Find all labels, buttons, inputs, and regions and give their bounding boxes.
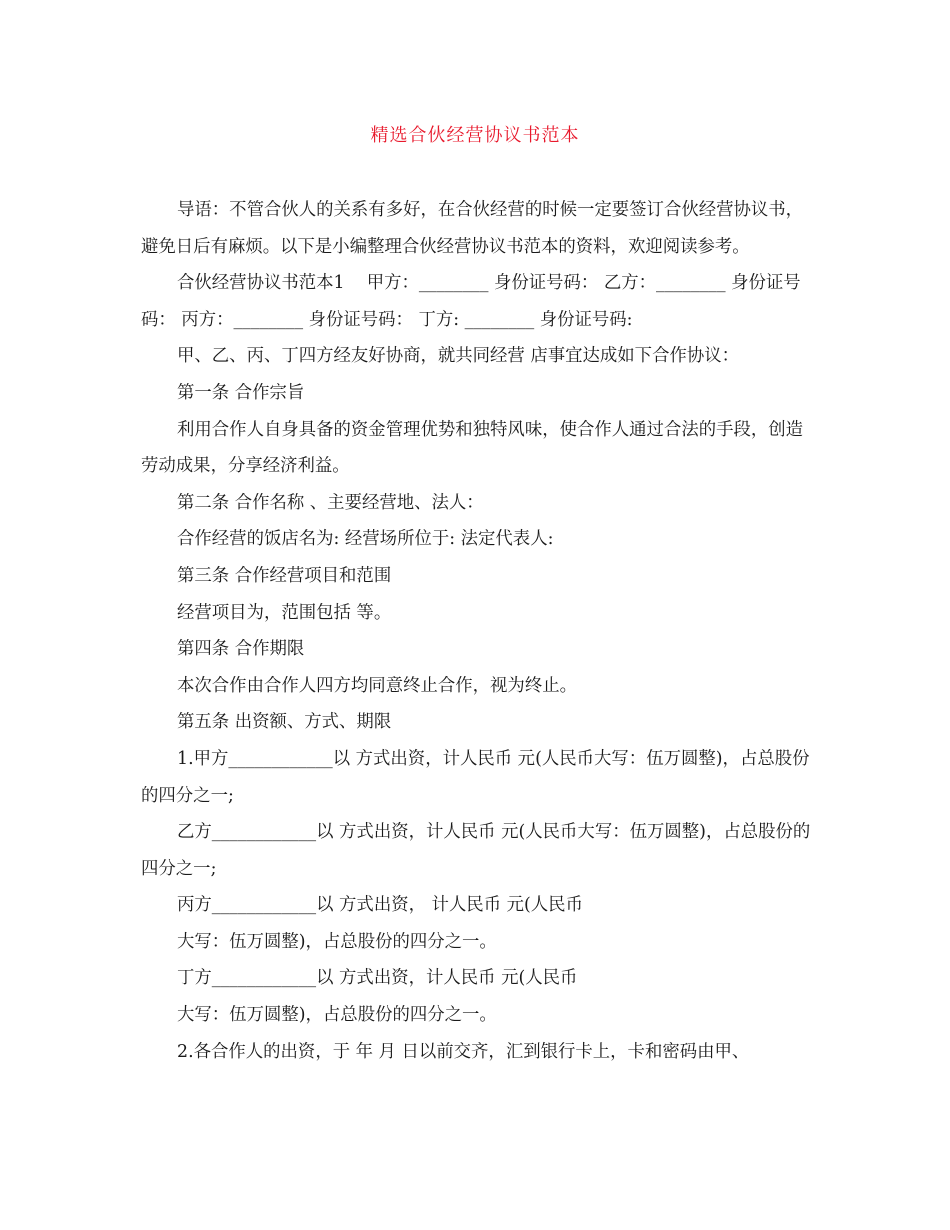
document-body	[141, 192, 813, 1070]
paragraph-agreement: 甲、乙、丙、丁四方经友好协商，就共同经营 店事宜达成如下合作协议：	[177, 346, 740, 367]
paragraph-intro: 导语：不管合伙人的关系有多好，在合伙经营的时候一定要签订合伙经营协议书，避免日后有麻烦。以下是小编整理合伙经营协议书范本的资料，欢迎阅读参考。	[141, 200, 804, 257]
paragraph: 经营项目为，范围包括 等。	[177, 602, 392, 623]
paragraph: 合作经营的饭店名为: 经营场所位于: 法定代表人:	[177, 529, 554, 550]
paragraph: 丁方____________以 方式出资，计人民币 元(人民币	[177, 968, 578, 989]
paragraph-parties: 合伙经营协议书范本1 甲方：________ 身份证号码： 乙方：________ 身份证号码： 丙方：________ 身份证号码： 丁方: ________ 身份证号码:	[141, 273, 801, 330]
article-heading: 第三条 合作经营项目和范围	[177, 565, 392, 586]
article-heading: 第一条 合作宗旨	[177, 382, 305, 403]
paragraph: 乙方____________以 方式出资，计人民币 元(人民币大写：伍万圆整)，占总股份的四分之一;	[141, 822, 811, 879]
article-heading: 第四条 合作期限	[177, 639, 305, 660]
paragraph: 大写：伍万圆整)，占总股份的四分之一。	[177, 931, 497, 952]
article-heading: 第五条 出资额、方式、期限	[177, 712, 392, 733]
paragraph: 1.甲方____________以 方式出资，计人民币 元(人民币大写：伍万圆整)，占总股份的四分之一;	[141, 748, 810, 806]
document-title: 精选合伙经营协议书范本	[370, 125, 580, 146]
paragraph: 2.各合作人的出资，于 年 月 日以前交齐，汇到银行卡上，卡和密码由甲、	[177, 1041, 750, 1062]
paragraph: 大写：伍万圆整)，占总股份的四分之一。	[177, 1005, 497, 1026]
paragraph: 本次合作由合作人四方均同意终止合作，视为终止。	[177, 675, 577, 696]
paragraph: 利用合作人自身具备的资金管理优势和独特风味，使合作人通过合法的手段，创造劳动成果，分享经济利益。	[141, 419, 804, 477]
article-heading: 第二条 合作名称 、主要经营地、法人：	[177, 492, 484, 513]
paragraph: 丙方____________以 方式出资， 计人民币 元(人民币	[177, 895, 583, 916]
